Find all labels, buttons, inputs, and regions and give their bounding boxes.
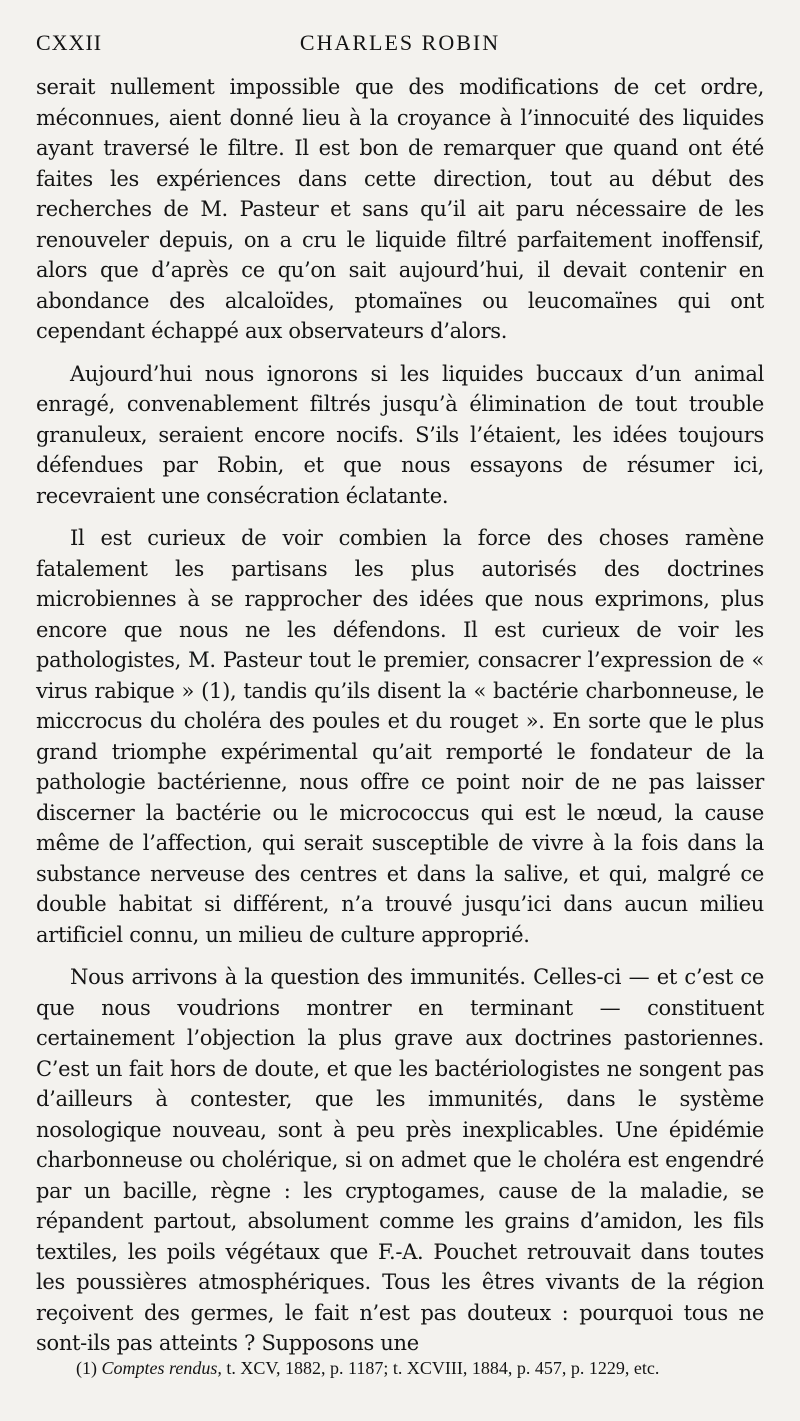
running-head: CHARLES ROBIN (299, 30, 501, 55)
footnote-details: t. XCV, 1882, p. 1187; t. XCVIII, 1884, p. 457, p. 1229, etc. (226, 1358, 660, 1378)
page-header (36, 30, 764, 66)
footnote (76, 1357, 764, 1379)
footnote-reference: Comptes rendus, (101, 1358, 222, 1378)
paragraph-2: Aujourd’hui nous ignorons si les liquides buccaux d’un animal enragé, convenablement filtrés jusqu’à élimination de tout trouble granuleux, seraient encore nocifs. S’ils l’étaient, les idées toujours défendues par Robin, et que nous essayons de résumer ici, recevraient une consécration éclatante. (36, 361, 764, 508)
paragraph-4: Nous arrivons à la question des immunités. Celles-ci — et c’est ce que nous voudrions montrer en terminant — constituent certainement l’objection la plus grave aux doctrines pastoriennes. C’est un fait hors de doute, et que les bactériologistes ne songent pas d’ailleurs à contester, que les immunités, dans le système nosologique nouveau, sont à peu près inexplicables. Une épidémie charbonneuse ou cholérique, si on admet que le choléra est engendré par un bacille, règne : les cryptogames, cause de la maladie, se répandent partout, absolument comme les grains d’amidon, les fils textiles, les poils végétaux que F.-A. Pouchet retrouvait dans toutes les poussières atmosphériques. Tous les êtres vivants de la région reçoivent des germes, le fait n’est pas douteux : pourquoi tous ne sont-ils pas atteints ? Supposons une (36, 965, 764, 1355)
body-text (36, 72, 764, 1355)
paragraph-3: Il est curieux de voir combien la force des choses ramène fatalement les partisans les plus autorisés des doctrines microbiennes à se rapprocher des idées que nous exprimons, plus encore que nous ne les défendons. Il est curieux de voir les pathologistes, M. Pasteur tout le premier, consacrer l’expression de « virus rabique » (1), tandis qu’ils disent la « bactérie charbonneuse, le miccrocus du choléra des poules et du rouget ». En sorte que le plus grand triomphe expérimental qu’ait remporté le fondateur de la pathologie bactérienne, nous offre ce point noir de ne pas laisser discerner la bactérie ou le micrococcus qui est le nœud, la cause même de l’affection, qui serait susceptible de vivre à la fois dans la substance nerveuse des centres et dans la salive, et qui, malgré ce double habitat si différent, n’a trouvé jusqu’ici dans aucun milieu artificiel connu, un milieu de culture approprié. (36, 526, 764, 947)
footnote-marker: (1) (76, 1358, 97, 1378)
page-number: CXXII (36, 30, 103, 55)
paragraph-1: serait nullement impossible que des modifications de cet ordre, méconnues, aient donné lieu à la croyance à l’innocuité des liquides ayant traversé le filtre. Il est bon de remarquer que quand ont été faites les expériences dans cette direction, tout au début des recherches de M. Pasteur et sans qu’il ait paru nécessaire de les renouveler depuis, on a cru le liquide filtré parfaitement inoffensif, alors que d’après ce qu’on sait aujourd’hui, il devait contenir en abondance des alcaloïdes, ptomaïnes ou leucomaïnes qui ont cependant échappé aux observateurs d’alors. (36, 75, 764, 343)
